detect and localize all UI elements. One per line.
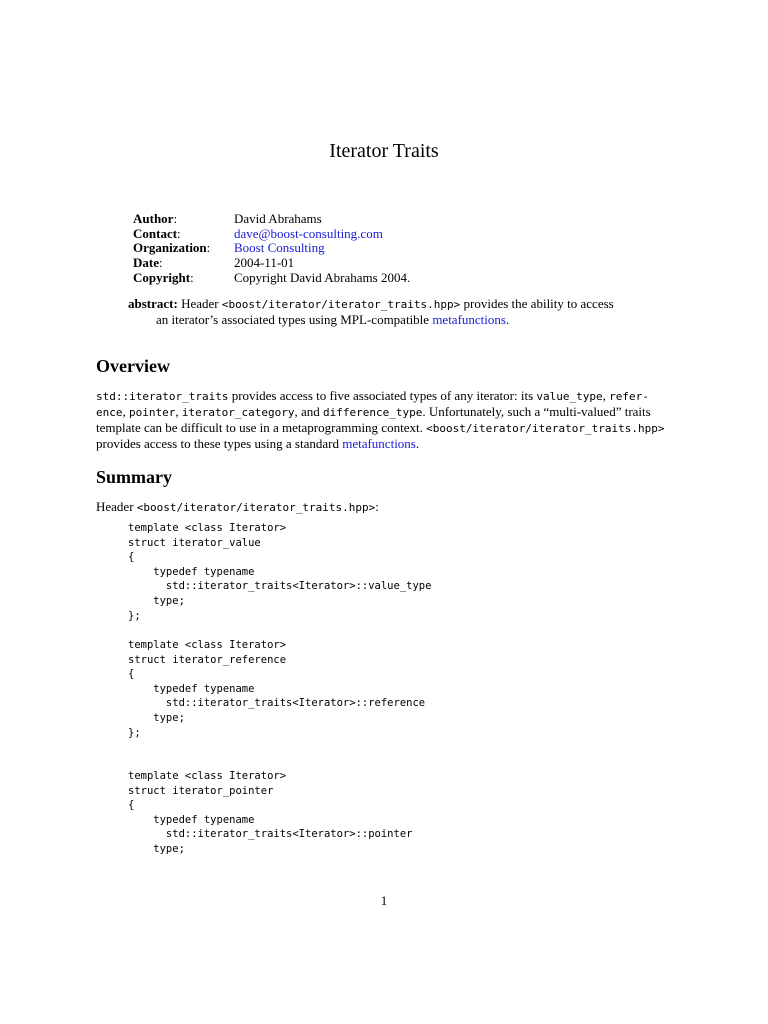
copyright-value: Copyright David Abrahams 2004. xyxy=(234,269,411,285)
author-value: David Abrahams xyxy=(234,211,322,226)
organization-link[interactable]: Boost Consulting xyxy=(234,240,325,256)
contact-label: Contact xyxy=(133,225,178,241)
docinfo-row-date: Date: 2004-11-01 xyxy=(133,256,410,271)
docinfo-table xyxy=(133,212,410,286)
summary-heading: Summary xyxy=(96,467,172,487)
abstract-block: abstract: Header <boost/iterator/iterator_traits.hpp> provides the ability to access an iterator’s associated types using MPL-compatible metafunctions. xyxy=(128,296,614,327)
docinfo-row-organization: Organization: Boost Consulting xyxy=(133,240,325,256)
page-number: 1 xyxy=(380,893,388,908)
copyright-label: Copyright xyxy=(133,269,191,285)
code-block-iterator-reference: template <class Iterator> struct iterator_reference { typedef typename std::iterator_traits<Iterator>::reference type; }; xyxy=(128,639,426,739)
date-value: 2004-11-01 xyxy=(234,255,295,271)
contact-email-link[interactable]: dave@boost-consulting.com xyxy=(234,225,383,241)
code-block-iterator-pointer: template <class Iterator> struct iterator_pointer { typedef typename std::iterator_traits<Iterator>::pointer type; xyxy=(128,770,413,855)
organization-label: Organization xyxy=(133,240,207,256)
docinfo-row-contact: Contact: dave@boost-consulting.com xyxy=(133,225,383,241)
metafunctions-link[interactable]: metafunctions xyxy=(432,312,506,327)
header-path-code: <boost/iterator/iterator_traits.hpp> xyxy=(221,298,461,311)
code-block-iterator-value: template <class Iterator> struct iterator_value { typedef typename std::iterator_traits<Iterator>::value_type type; }; xyxy=(128,522,432,622)
docinfo-row-copyright: Copyright: Copyright David Abrahams 2004. xyxy=(133,269,411,285)
date-label: Date xyxy=(133,255,159,271)
summary-intro: Header <boost/iterator/iterator_traits.hpp>: xyxy=(96,499,379,514)
author-label: Author xyxy=(133,211,174,226)
abstract-label: abstract: xyxy=(128,296,178,311)
overview-metafunctions-link[interactable]: metafunctions xyxy=(342,436,416,451)
overview-paragraph: std::iterator_traits provides access to five associated types of any iterator: its value_type, refer- ence, pointer, iterator_category, and difference_type. Unfortunately, such a “multi-valued” traits template can be difficult to use in a metaprogramming context. <boost/iterator/iterator_traits.hpp> provides access to these types using a standard metafunctions. xyxy=(96,388,665,451)
overview-heading: Overview xyxy=(96,356,170,376)
document-title: Iterator Traits xyxy=(329,140,439,163)
docinfo-row-author: Author: David Abrahams xyxy=(133,212,410,227)
